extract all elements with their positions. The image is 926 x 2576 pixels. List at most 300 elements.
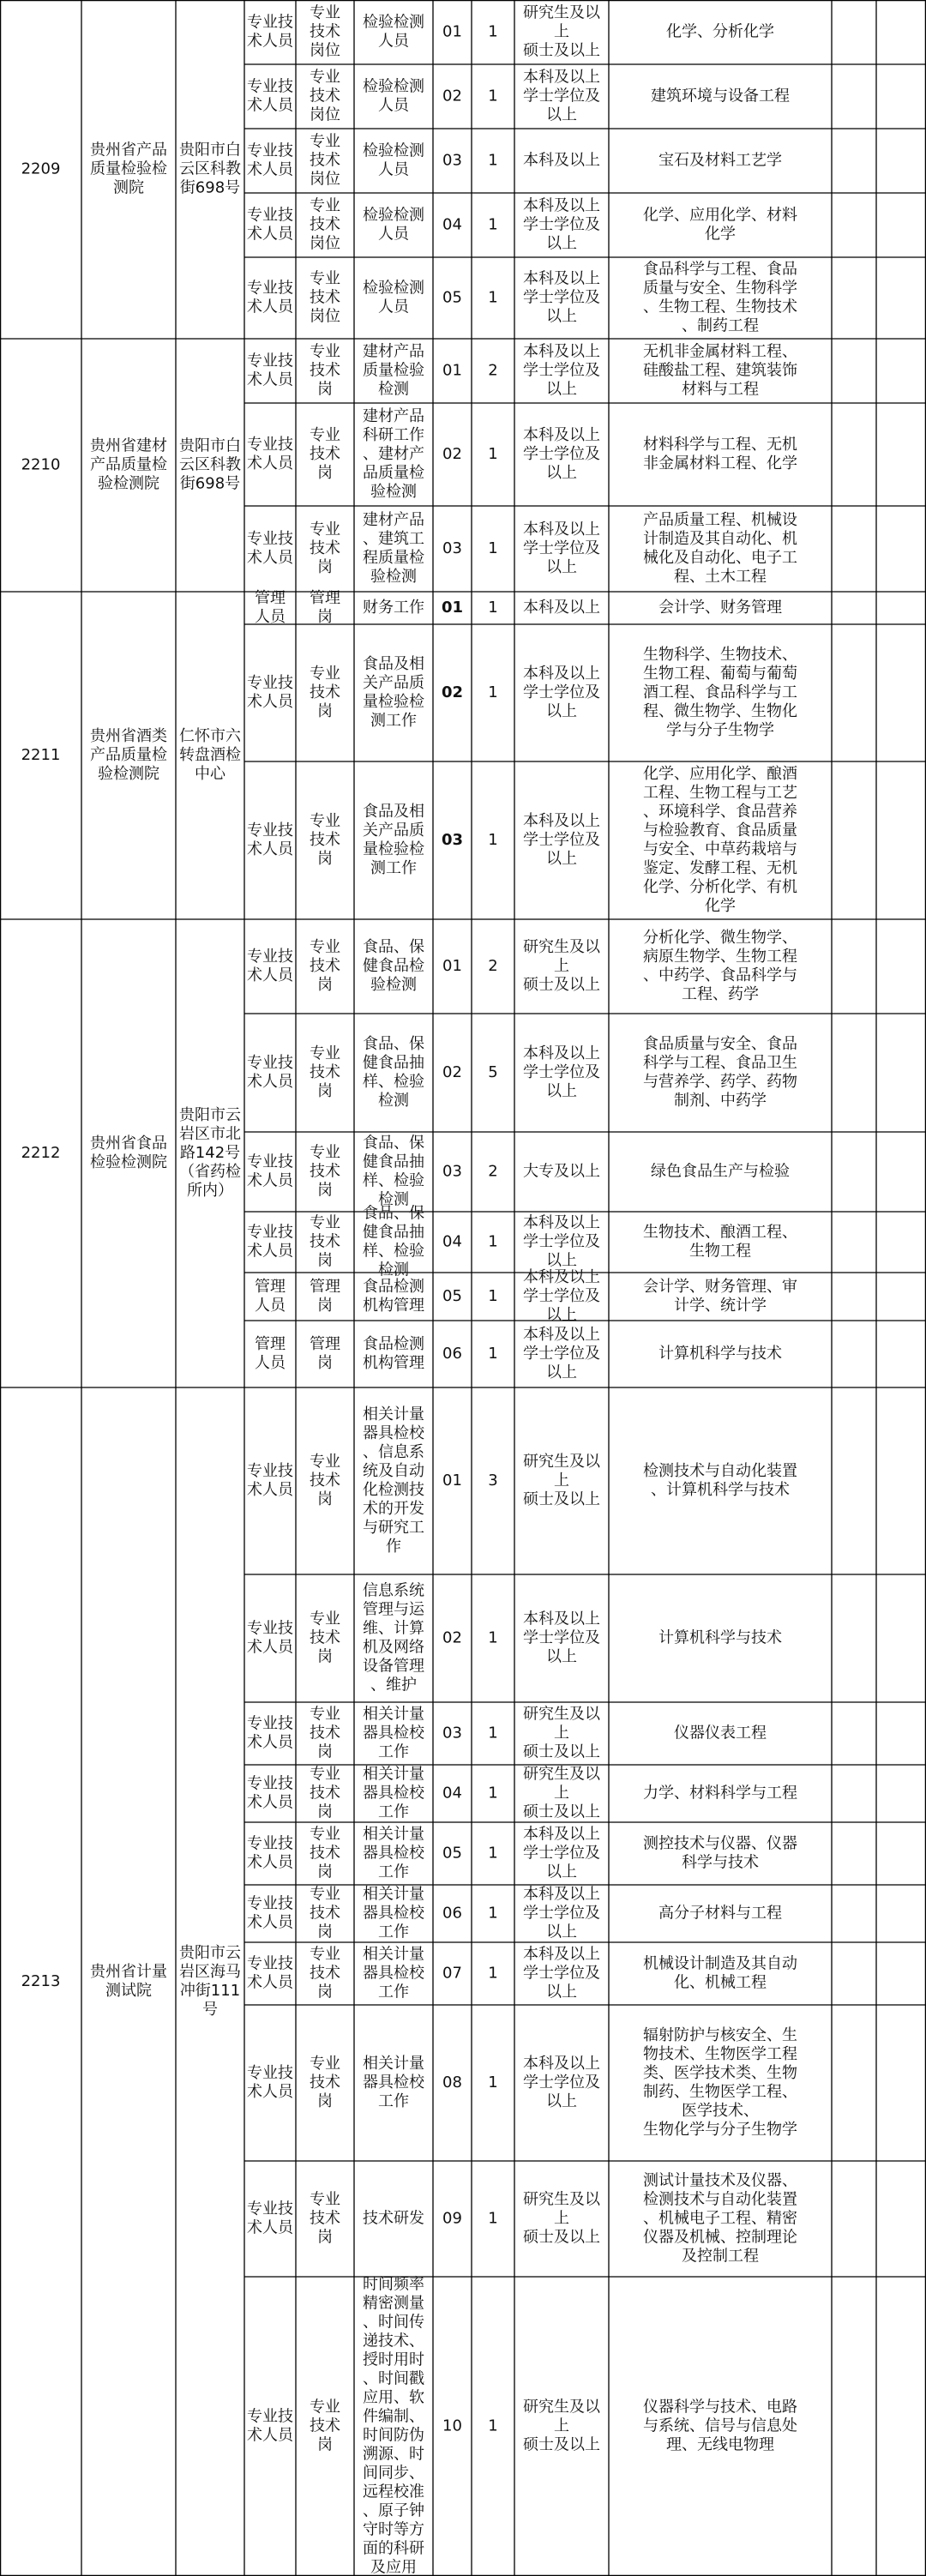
education-requirement-line: 以上 bbox=[546, 702, 577, 720]
post-type-line: 岗位 bbox=[310, 170, 340, 189]
major-requirement bbox=[643, 261, 797, 335]
education-requirement-line: 上 bbox=[554, 22, 569, 41]
education-requirement-line: 学士学位及 bbox=[523, 1844, 600, 1863]
unit-address-line: 转盘酒检 bbox=[179, 746, 241, 764]
post-type-line: 岗 bbox=[317, 1490, 333, 1508]
education-requirement-line: 上 bbox=[554, 1472, 569, 1490]
major-requirement-line: 计制造及其自动化、机 bbox=[643, 530, 797, 548]
major-requirement bbox=[643, 207, 797, 244]
post-type-line: 技术 bbox=[310, 1784, 340, 1803]
post-duty-line: 授时用时 bbox=[363, 2350, 424, 2369]
post-duty bbox=[363, 207, 424, 244]
post-type-line: 专业 bbox=[310, 521, 340, 539]
post-type-line: 技术 bbox=[310, 2073, 340, 2091]
major-requirement-line: 辐射防护与核安全、生 bbox=[643, 2026, 797, 2044]
post-type bbox=[310, 270, 340, 326]
post-duty-line: 人员 bbox=[378, 96, 409, 115]
post-type-line: 岗 bbox=[317, 702, 333, 720]
unit-name bbox=[90, 141, 167, 197]
unit-address-line: 街698号 bbox=[179, 474, 241, 493]
unit-name-line: 贵州省食品 bbox=[90, 1135, 167, 1153]
post-category-line: 术人员 bbox=[247, 2426, 293, 2445]
post-type-line: 岗 bbox=[317, 850, 333, 868]
unit-code: 2209 bbox=[21, 159, 61, 178]
post-type-line: 技术 bbox=[310, 215, 340, 234]
post-category bbox=[247, 1955, 295, 1992]
post-category-line: 专业技 bbox=[247, 2407, 293, 2426]
post-category bbox=[247, 1835, 295, 1872]
education-requirement-line: 硕士及以上 bbox=[523, 1490, 600, 1508]
post-category-line: 专业技 bbox=[247, 1223, 293, 1242]
major-requirement-line: 计算机科学与技术 bbox=[658, 1628, 782, 1647]
education-requirement-line: 学士学位及 bbox=[523, 1287, 600, 1305]
post-category bbox=[247, 1153, 295, 1190]
post-type-line: 管理 bbox=[310, 1335, 340, 1353]
post-number: 03 bbox=[442, 1724, 462, 1742]
education-requirement-line: 本科及以上 bbox=[523, 1610, 600, 1628]
post-category bbox=[247, 2200, 295, 2237]
post-category-line: 人员 bbox=[255, 1354, 286, 1372]
major-requirement-line: 非金属材料工程、化学 bbox=[643, 454, 797, 472]
post-category-line: 专业技 bbox=[247, 2200, 293, 2218]
education-requirement-line: 学士学位及 bbox=[523, 1232, 600, 1251]
major-requirement bbox=[643, 765, 797, 915]
post-duty-line: 建材产品 bbox=[363, 407, 424, 425]
post-duty-line: 食品、保 bbox=[363, 938, 424, 956]
post-type-line: 专业 bbox=[310, 342, 340, 361]
post-type-line: 岗 bbox=[317, 976, 333, 994]
major-requirement bbox=[658, 1905, 782, 1923]
major-requirement-line: 生物科学、生物技术、 bbox=[643, 646, 797, 664]
major-requirement-line: 化、机械工程 bbox=[674, 1973, 767, 1992]
post-duty-line: 相关计量 bbox=[363, 1885, 424, 1904]
post-duty bbox=[363, 938, 424, 994]
education-requirement-line: 本科及以上 bbox=[523, 599, 600, 617]
post-duty-line: 机构管理 bbox=[363, 1354, 424, 1372]
major-requirement-line: 会计学、财务管理、审 bbox=[643, 1278, 797, 1296]
post-duty-line: 、时间戳 bbox=[363, 2369, 424, 2388]
post-category-line: 术人员 bbox=[247, 96, 293, 115]
major-requirement-line: 、计算机科学与技术 bbox=[651, 1481, 790, 1499]
post-type-line: 专业 bbox=[310, 1705, 340, 1724]
post-type-line: 技术 bbox=[310, 2417, 340, 2435]
post-type bbox=[310, 812, 340, 868]
post-type-line: 专业 bbox=[310, 3, 340, 22]
major-requirement bbox=[643, 1785, 797, 1803]
post-duty-line: 相关计量 bbox=[363, 1765, 424, 1784]
post-duty-line: 食品及相 bbox=[363, 803, 424, 821]
post-duty-line: 食品、保 bbox=[363, 1204, 424, 1223]
major-requirement-line: 仪器科学与技术、电路 bbox=[643, 2398, 797, 2417]
post-number: 05 bbox=[442, 288, 462, 307]
education-requirement-line: 本科及以上 bbox=[523, 269, 600, 288]
post-category-line: 术人员 bbox=[247, 32, 293, 51]
unit-address-line: 冲街111 bbox=[179, 1982, 241, 2000]
post-category-line: 专业技 bbox=[247, 352, 293, 370]
post-duty-line: 健食品抽 bbox=[363, 1054, 424, 1072]
post-duty bbox=[363, 1886, 425, 1941]
education-requirement-line: 以上 bbox=[546, 464, 577, 482]
post-type-line: 岗 bbox=[317, 2228, 333, 2247]
post-duty bbox=[363, 655, 424, 730]
post-category-line: 术人员 bbox=[247, 1073, 293, 1091]
post-category-line: 专业技 bbox=[247, 1894, 293, 1913]
post-type-line: 岗 bbox=[317, 1742, 333, 1761]
table-cells bbox=[21, 4, 797, 2576]
hire-count: 1 bbox=[488, 599, 498, 617]
post-type-line: 岗 bbox=[317, 1181, 333, 1200]
major-requirement-line: 科学与技术 bbox=[682, 1853, 759, 1872]
unit-address-line: 仁怀市六 bbox=[179, 727, 241, 745]
post-type bbox=[310, 1766, 340, 1821]
major-requirement-line: 生物技术、酿酒工程、 bbox=[643, 1223, 797, 1242]
post-category-line: 专业技 bbox=[247, 1054, 293, 1072]
education-requirement-line: 研究生及以 bbox=[523, 1453, 600, 1471]
education-requirement-line: 以上 bbox=[546, 380, 577, 399]
post-number: 05 bbox=[442, 1287, 462, 1305]
post-number: 03 bbox=[442, 539, 462, 557]
hire-count: 2 bbox=[488, 361, 498, 380]
post-type-line: 岗 bbox=[317, 1923, 333, 1941]
major-requirement bbox=[643, 1462, 797, 1499]
post-category-line: 管理 bbox=[255, 1335, 286, 1353]
post-type bbox=[310, 1278, 340, 1315]
unit-address-line: 号 bbox=[202, 2001, 218, 2019]
education-requirement-line: 本科及以上 bbox=[523, 1945, 600, 1964]
unit-address bbox=[179, 141, 241, 197]
major-requirement bbox=[643, 2026, 797, 2139]
post-duty-line: 守时等方 bbox=[363, 2520, 424, 2539]
post-category bbox=[247, 1620, 295, 1657]
major-requirement-line: 程、土木工程 bbox=[674, 568, 767, 586]
post-duty-line: 管理与运 bbox=[363, 1600, 424, 1619]
post-duty-line: 关产品质 bbox=[363, 822, 424, 840]
post-category-line: 专业技 bbox=[247, 822, 293, 840]
post-type-line: 技术 bbox=[310, 539, 340, 557]
post-number: 05 bbox=[442, 1844, 462, 1863]
post-duty-line: 质量检验 bbox=[363, 361, 424, 380]
education-requirement bbox=[523, 665, 600, 720]
post-type-line: 专业 bbox=[310, 132, 340, 151]
post-type bbox=[310, 69, 340, 124]
post-category bbox=[247, 1895, 295, 1932]
post-number: 08 bbox=[442, 2073, 462, 2091]
post-duty bbox=[363, 1035, 424, 1110]
post-category-line: 专业技 bbox=[247, 2064, 293, 2082]
post-category-line: 术人员 bbox=[247, 549, 293, 567]
education-requirement bbox=[523, 426, 600, 482]
post-type-line: 专业 bbox=[310, 2055, 340, 2073]
major-requirement-line: 检测技术与自动化装置 bbox=[643, 1462, 797, 1480]
major-requirement-line: 高分子材料与工程 bbox=[658, 1904, 782, 1923]
major-requirement bbox=[643, 646, 797, 739]
post-type bbox=[310, 2191, 340, 2247]
post-type-line: 专业 bbox=[310, 426, 340, 444]
post-type bbox=[310, 521, 340, 576]
education-requirement-line: 以上 bbox=[546, 105, 577, 124]
post-type-line: 岗 bbox=[317, 1297, 333, 1315]
education-requirement-line: 研究生及以 bbox=[523, 2190, 600, 2209]
post-category-line: 术人员 bbox=[247, 840, 293, 858]
post-type-line: 专业 bbox=[310, 1765, 340, 1784]
post-duty bbox=[363, 1335, 424, 1372]
major-requirement-line: 、机械电子工程、精密 bbox=[643, 2209, 797, 2228]
post-category-line: 专业技 bbox=[247, 206, 293, 225]
unit-name bbox=[90, 1135, 167, 1171]
post-duty-line: 维、计算 bbox=[363, 1619, 424, 1638]
education-requirement-line: 学士学位及 bbox=[523, 361, 600, 380]
post-duty-line: 溯源、时 bbox=[363, 2445, 424, 2464]
hire-count: 1 bbox=[488, 2209, 498, 2228]
hire-count: 1 bbox=[488, 1628, 498, 1647]
post-duty bbox=[363, 803, 424, 877]
hire-count: 1 bbox=[488, 1844, 498, 1863]
education-requirement-line: 学士学位及 bbox=[523, 445, 600, 463]
education-requirement-line: 本科及以上 bbox=[523, 1326, 600, 1344]
post-duty-line: 、原子钟 bbox=[363, 2501, 424, 2520]
post-duty-line: 验检测 bbox=[370, 483, 417, 501]
major-requirement bbox=[658, 152, 782, 170]
major-requirement-line: 工程、药学 bbox=[682, 985, 759, 1003]
hire-count: 1 bbox=[488, 539, 498, 557]
post-type bbox=[310, 1610, 340, 1666]
major-requirement bbox=[651, 87, 790, 105]
post-number: 07 bbox=[442, 1964, 462, 1983]
post-category-line: 术人员 bbox=[247, 1638, 293, 1657]
post-type-line: 技术 bbox=[310, 1904, 340, 1923]
major-requirement-line: 物技术、生物医学工程 bbox=[643, 2045, 797, 2063]
post-category-line: 术人员 bbox=[247, 1242, 293, 1261]
education-requirement bbox=[523, 69, 600, 124]
post-type-line: 技术 bbox=[310, 1232, 340, 1251]
post-duty bbox=[363, 599, 424, 617]
post-category bbox=[247, 530, 295, 567]
post-duty-line: 器具检校 bbox=[363, 1964, 424, 1983]
post-type bbox=[310, 1826, 340, 1881]
major-requirement-line: 化学 bbox=[705, 225, 736, 244]
post-duty bbox=[363, 1278, 424, 1315]
education-requirement-line: 学士学位及 bbox=[523, 1628, 600, 1647]
post-category-line: 专业技 bbox=[247, 1774, 293, 1793]
post-duty-line: 程质量检 bbox=[363, 549, 424, 567]
education-requirement-line: 以上 bbox=[546, 850, 577, 868]
post-type bbox=[310, 1453, 340, 1508]
education-requirement-line: 本科及以上 bbox=[523, 812, 600, 830]
post-type bbox=[310, 2055, 340, 2110]
post-duty bbox=[363, 407, 424, 501]
education-requirement-line: 以上 bbox=[546, 234, 577, 253]
post-number: 02 bbox=[442, 1063, 462, 1081]
major-requirement bbox=[643, 1224, 797, 1261]
education-requirement bbox=[523, 812, 600, 868]
post-type-line: 岗 bbox=[317, 380, 333, 399]
major-requirement-line: 材料与工程 bbox=[682, 380, 759, 399]
post-number: 01 bbox=[442, 22, 462, 41]
post-number: 04 bbox=[442, 1232, 462, 1251]
education-requirement-line: 研究生及以 bbox=[523, 1705, 600, 1724]
education-requirement-line: 学士学位及 bbox=[523, 215, 600, 234]
post-type-line: 技术 bbox=[310, 1628, 340, 1647]
major-requirement bbox=[658, 1629, 782, 1647]
major-requirement-line: 工程、生物工程与工艺 bbox=[643, 784, 797, 802]
education-requirement-line: 研究生及以 bbox=[523, 1765, 600, 1784]
post-duty-line: 样、检验 bbox=[363, 1171, 424, 1190]
post-type-line: 专业 bbox=[310, 1945, 340, 1964]
post-number: 01 bbox=[441, 599, 464, 617]
major-requirement bbox=[666, 23, 774, 41]
post-type-line: 岗 bbox=[317, 1983, 333, 2001]
major-requirement bbox=[643, 2398, 797, 2454]
post-duty bbox=[363, 343, 424, 399]
post-number: 02 bbox=[441, 683, 464, 701]
post-duty-line: 工作 bbox=[378, 2092, 409, 2110]
post-duty bbox=[363, 1706, 425, 1761]
post-number: 04 bbox=[442, 1784, 462, 1803]
post-category bbox=[247, 78, 295, 115]
education-requirement-line: 以上 bbox=[546, 1647, 577, 1666]
post-number: 02 bbox=[442, 445, 462, 463]
post-type-line: 专业 bbox=[310, 1453, 340, 1471]
post-duty bbox=[363, 280, 424, 316]
education-requirement-line: 以上 bbox=[546, 307, 577, 326]
major-requirement-line: 、制药工程 bbox=[682, 316, 759, 335]
hire-count: 1 bbox=[488, 1724, 498, 1742]
hire-count: 2 bbox=[488, 1162, 498, 1181]
education-requirement bbox=[523, 1706, 601, 1761]
education-requirement bbox=[523, 1766, 601, 1821]
hire-count: 3 bbox=[488, 1472, 498, 1490]
post-number: 01 bbox=[442, 957, 462, 975]
post-duty-line: 作 bbox=[386, 1538, 401, 1556]
post-type-line: 技术 bbox=[310, 151, 340, 170]
post-category bbox=[247, 674, 295, 711]
post-category-line: 术人员 bbox=[247, 1171, 293, 1190]
post-number: 03 bbox=[442, 1162, 462, 1181]
post-category bbox=[247, 207, 295, 244]
post-type bbox=[310, 4, 340, 60]
post-category bbox=[247, 1054, 295, 1091]
post-duty-line: 验检测 bbox=[370, 568, 417, 586]
hire-count: 2 bbox=[488, 957, 498, 975]
post-category bbox=[247, 14, 295, 51]
post-type-line: 岗 bbox=[317, 608, 333, 626]
hire-count: 1 bbox=[488, 2073, 498, 2091]
post-duty-line: 财务工作 bbox=[363, 599, 424, 617]
education-requirement-line: 本科及以上 bbox=[523, 342, 600, 361]
education-requirement-line: 以上 bbox=[546, 1363, 577, 1381]
post-category-line: 专业技 bbox=[247, 279, 293, 298]
hire-count: 1 bbox=[488, 1904, 498, 1923]
education-requirement-line: 研究生及以 bbox=[523, 2398, 600, 2417]
post-duty-line: 检测 bbox=[378, 1261, 409, 1279]
post-duty-line: 、信息系 bbox=[363, 1443, 424, 1461]
post-category-line: 术人员 bbox=[247, 1793, 293, 1812]
education-requirement-line: 学士学位及 bbox=[523, 1964, 600, 1983]
post-category bbox=[247, 1462, 295, 1499]
major-requirement-line: 病原生物学、生物工程 bbox=[643, 948, 797, 966]
post-type-line: 专业 bbox=[310, 1610, 340, 1628]
major-requirement-line: 无机非金属材料工程、 bbox=[643, 342, 797, 361]
major-requirement-line: 理、无线电物理 bbox=[666, 2435, 774, 2454]
major-requirement bbox=[643, 1835, 797, 1872]
post-duty-line: 间同步、 bbox=[363, 2464, 424, 2483]
major-requirement-line: 计算机科学与技术 bbox=[658, 1345, 782, 1363]
post-category bbox=[247, 352, 295, 389]
unit-name-line: 产品质量检 bbox=[90, 455, 167, 474]
post-type-line: 技术 bbox=[310, 1063, 340, 1081]
post-category bbox=[247, 948, 295, 984]
post-category-line: 专业技 bbox=[247, 1153, 293, 1171]
post-duty-line: 、建材产 bbox=[363, 445, 424, 463]
major-requirement-line: 仪器仪表工程 bbox=[674, 1724, 767, 1742]
major-requirement-line: 质量与安全、生物科学 bbox=[643, 279, 797, 298]
post-category bbox=[247, 2064, 295, 2101]
post-type-line: 岗 bbox=[317, 1803, 333, 1821]
post-category bbox=[247, 822, 295, 858]
unit-name bbox=[90, 1963, 167, 2000]
post-duty-line: 食品、保 bbox=[363, 1134, 424, 1153]
unit-address-line: 云区科教 bbox=[179, 455, 241, 474]
post-duty-line: 递技术、 bbox=[363, 2332, 424, 2350]
major-requirement-line: 制药、生物医学工程、 bbox=[643, 2083, 797, 2101]
education-requirement bbox=[523, 343, 600, 399]
education-requirement-line: 本科及以上 bbox=[523, 1825, 600, 1844]
post-category-line: 专业技 bbox=[247, 1619, 293, 1638]
major-requirement-line: 绿色食品生产与检验 bbox=[651, 1162, 790, 1181]
post-duty bbox=[363, 1766, 425, 1821]
post-number: 02 bbox=[442, 1628, 462, 1647]
post-duty-line: 食品及相 bbox=[363, 655, 424, 673]
major-requirement-line: 宝石及材料工艺学 bbox=[658, 151, 782, 170]
post-category-line: 术人员 bbox=[247, 966, 293, 984]
major-requirement bbox=[643, 1035, 797, 1110]
education-requirement bbox=[523, 1214, 600, 1270]
major-requirement bbox=[643, 2172, 797, 2266]
post-duty-line: 样、检验 bbox=[363, 1242, 424, 1261]
post-type-line: 专业 bbox=[310, 196, 340, 215]
post-number: 10 bbox=[442, 2417, 462, 2435]
major-requirement-line: 化学 bbox=[705, 897, 736, 915]
major-requirement-line: 化学、应用化学、酿酒 bbox=[643, 765, 797, 783]
post-duty-line: 远程校准 bbox=[363, 2483, 424, 2501]
education-requirement-line: 上 bbox=[554, 1784, 569, 1803]
education-requirement bbox=[523, 1826, 600, 1881]
major-requirement-line: 、生物工程、生物技术 bbox=[643, 298, 797, 316]
post-duty-line: 人员 bbox=[378, 225, 409, 244]
education-requirement-line: 以上 bbox=[546, 1306, 577, 1324]
post-category-line: 术人员 bbox=[247, 370, 293, 389]
education-requirement-line: 以上 bbox=[546, 2092, 577, 2110]
unit-address-line: 岩区海马 bbox=[179, 1963, 241, 1981]
post-duty-line: 检测 bbox=[378, 380, 409, 399]
education-requirement-line: 硕士及以上 bbox=[523, 976, 600, 994]
post-duty-line: 术的开发 bbox=[363, 1500, 424, 1518]
hire-count: 1 bbox=[488, 1232, 498, 1251]
post-category bbox=[247, 2408, 295, 2445]
unit-address-line: 贵阳市云 bbox=[179, 1106, 241, 1124]
post-type-line: 技术 bbox=[310, 361, 340, 380]
post-duty-line: 相关计量 bbox=[363, 2055, 424, 2073]
post-type-line: 技术 bbox=[310, 1964, 340, 1983]
post-category-line: 专业技 bbox=[247, 436, 293, 454]
post-duty-line: 人员 bbox=[378, 160, 409, 179]
post-duty-line: 工作 bbox=[378, 1803, 409, 1821]
post-type-line: 岗位 bbox=[310, 307, 340, 326]
major-requirement-line: 酒工程、食品科学与工 bbox=[643, 683, 797, 701]
post-duty-line: 时间频率 bbox=[363, 2275, 424, 2294]
post-type-line: 技术 bbox=[310, 22, 340, 41]
unit-address bbox=[179, 1106, 241, 1200]
